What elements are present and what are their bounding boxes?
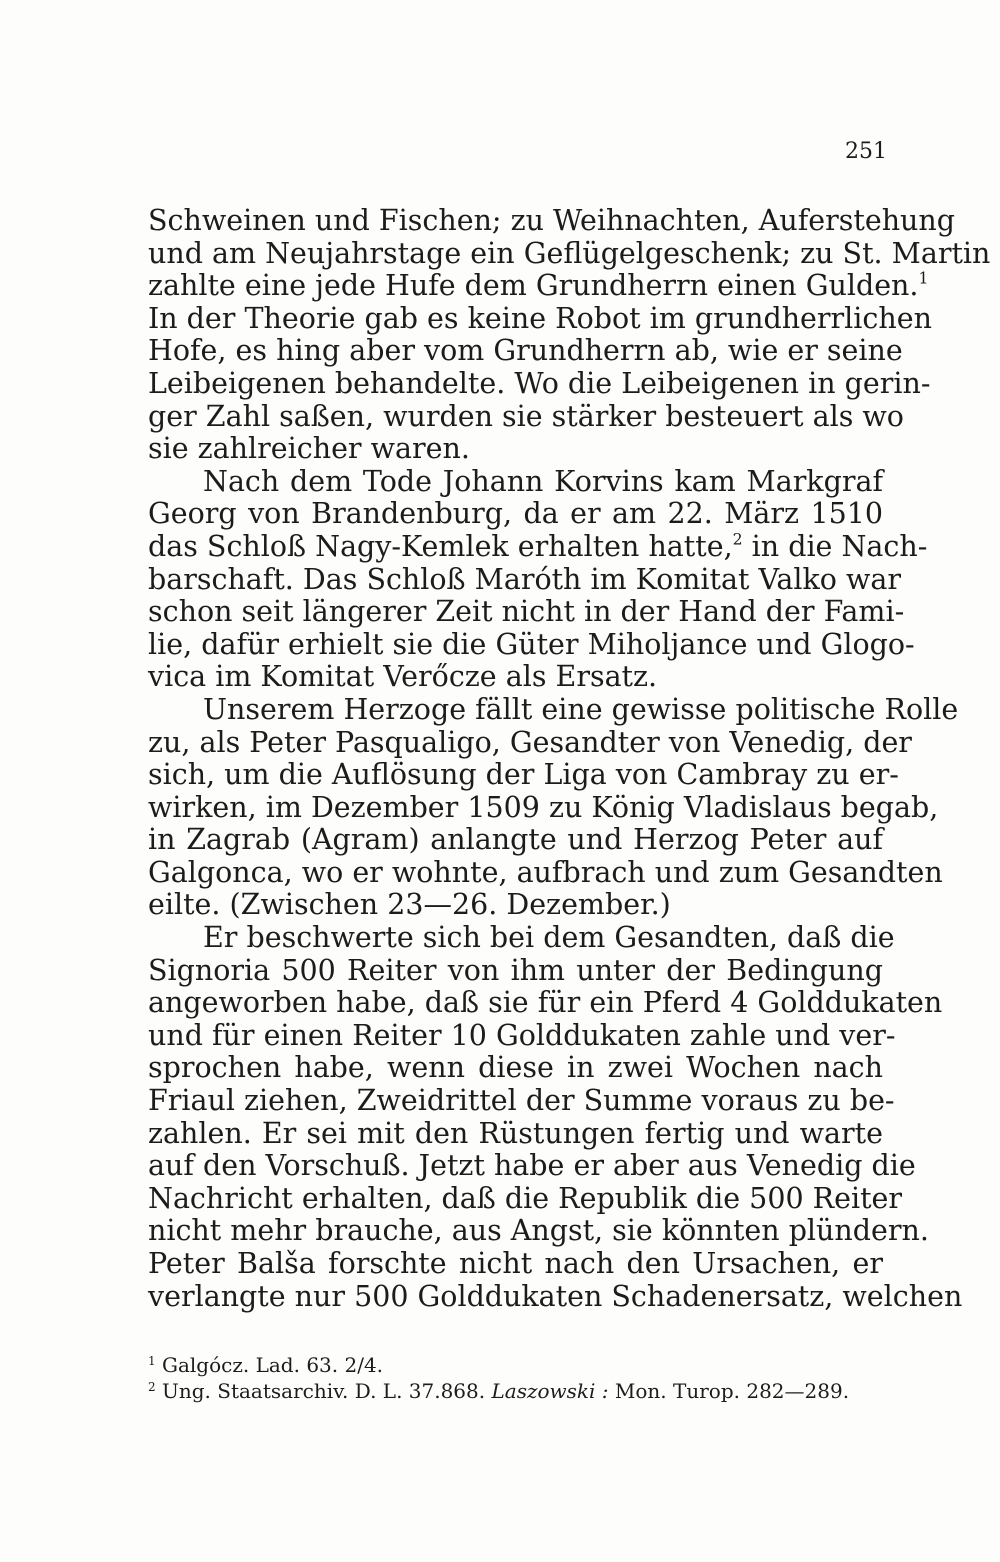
text-line bbox=[148, 627, 915, 662]
text-line-continuation: in die Nach- bbox=[742, 529, 928, 563]
footnote bbox=[148, 1352, 888, 1378]
text-line bbox=[148, 1018, 896, 1053]
text-line bbox=[148, 1149, 916, 1183]
text-line-content: nicht mehr brauche, aus Angst, sie könnten plündern. bbox=[148, 1214, 929, 1248]
text-line-content: Unserem Herzoge fällt eine gewisse politische Rolle bbox=[203, 692, 959, 726]
text-line bbox=[148, 204, 956, 238]
text-line-content: und für einen Reiter 10 Golddukaten zahle und ver- bbox=[148, 1018, 896, 1052]
text-line-content: eilte. (Zwischen 23—26. Dezember.) bbox=[148, 888, 671, 922]
text-line bbox=[148, 1279, 963, 1314]
footnote bbox=[148, 1378, 888, 1404]
text-line-content: sich, um die Auflösung der Liga von Cambray zu er- bbox=[148, 758, 899, 792]
text-line-content: Galgonca, wo er wohnte, aufbrach und zum Gesandten bbox=[148, 855, 943, 889]
text-line-content: Friaul ziehen, Zweidrittel der Summe voraus zu be- bbox=[148, 1084, 895, 1118]
text-line bbox=[148, 366, 931, 401]
footnote-text-continuation: Mon. Turop. 282—289. bbox=[608, 1379, 850, 1403]
text-line-content: Nach dem Tode Johann Korvins kam Markgraf bbox=[203, 464, 883, 498]
text-line bbox=[148, 1118, 883, 1151]
text-line-content: sie zahlreicher waren. bbox=[148, 432, 470, 466]
text-line bbox=[148, 1052, 883, 1085]
text-line-content: sprochen habe, wenn diese in zwei Wochen nach bbox=[148, 1051, 883, 1085]
text-line-content: lie, dafür erhielt sie die Güter Miholjance und Glogo- bbox=[148, 627, 915, 661]
text-line-content: schon seit längerer Zeit nicht in der Hand der Fami- bbox=[148, 595, 905, 629]
text-line bbox=[148, 758, 899, 792]
text-line bbox=[148, 1248, 883, 1281]
text-line bbox=[148, 725, 912, 760]
footnote-text: Ung. Staatsarchiv. D. L. 37.868. bbox=[162, 1379, 492, 1403]
text-line bbox=[148, 1214, 929, 1248]
text-line bbox=[148, 301, 932, 336]
footnote-reference: 1 bbox=[918, 268, 929, 288]
text-line bbox=[148, 855, 943, 890]
text-line-content: und am Neujahrstage ein Geflügelgeschenk; zu St. Martin bbox=[148, 236, 991, 270]
text-line-content: zu, als Peter Pasqualigo, Gesandter von Venedig, der bbox=[148, 725, 912, 759]
footnote-reference: 2 bbox=[732, 529, 743, 549]
text-line-content: Schweinen und Fischen; zu Weihnachten, Auferstehung bbox=[148, 204, 956, 237]
text-line-content: verlangte nur 500 Golddukaten Schadenersatz, welchen bbox=[148, 1279, 963, 1313]
text-line-content: Peter Balša forschte nicht nach den Ursachen, er bbox=[148, 1247, 883, 1280]
text-line bbox=[148, 498, 883, 531]
text-line bbox=[148, 334, 903, 368]
text-line bbox=[148, 236, 991, 271]
text-line bbox=[148, 466, 883, 499]
text-line bbox=[148, 433, 883, 466]
text-line-content: auf den Vorschuß. Jetzt habe er aber aus Venedig die bbox=[148, 1149, 916, 1183]
text-line-content: Er beschwerte sich bei dem Gesandten, daß die bbox=[203, 921, 895, 955]
text-line-content: zahlte eine jede Hufe dem Grundherrn einen Gulden. bbox=[148, 269, 919, 303]
text-line bbox=[148, 595, 905, 629]
text-line bbox=[148, 268, 929, 303]
footnote-mark: 1 bbox=[148, 1353, 156, 1368]
text-line bbox=[148, 529, 928, 564]
text-line bbox=[148, 1084, 895, 1118]
text-line bbox=[148, 824, 883, 857]
text-line bbox=[148, 955, 883, 988]
text-line bbox=[148, 399, 904, 434]
footnote-mark: 2 bbox=[148, 1379, 156, 1394]
text-line-content: angeworben habe, daß sie für ein Pferd 4 Golddukaten bbox=[148, 986, 943, 1020]
footnote-text: Galgócz. Lad. 63. 2/4. bbox=[162, 1353, 384, 1377]
text-line-content: Leibeigenen behandelte. Wo die Leibeigenen in gerin- bbox=[148, 366, 931, 400]
text-line bbox=[148, 921, 895, 955]
text-line-content: vica im Komitat Verőcze als Ersatz. bbox=[148, 660, 658, 694]
text-line-content: Nachricht erhalten, daß die Republik die 500 Reiter bbox=[148, 1181, 903, 1215]
text-line bbox=[148, 790, 939, 825]
text-line-content: ger Zahl saßen, wurden sie stärker besteuert als wo bbox=[148, 399, 904, 433]
text-line-content: das Schloß Nagy-Kemlek erhalten hatte, bbox=[148, 529, 733, 563]
text-line bbox=[148, 562, 902, 597]
body-text bbox=[148, 204, 991, 1313]
text-line-content: Hofe, es hing aber vom Grundherrn ab, wie er seine bbox=[148, 334, 903, 368]
text-line-content: In der Theorie gab es keine Robot im grundherrlichen bbox=[148, 301, 932, 335]
text-line bbox=[148, 692, 959, 727]
text-line-content: Georg von Brandenburg, da er am 22. März 1510 bbox=[148, 497, 883, 531]
footnotes bbox=[148, 1352, 888, 1404]
text-line-content: wirken, im Dezember 1509 zu König Vladislaus begab, bbox=[148, 790, 939, 824]
text-line bbox=[148, 986, 943, 1020]
footnote-author: Laszowski : bbox=[491, 1379, 609, 1403]
text-line bbox=[148, 661, 883, 694]
text-line-content: barschaft. Das Schloß Maróth im Komitat Valko war bbox=[148, 562, 902, 596]
text-line-content: in Zagrab (Agram) anlangte und Herzog Peter auf bbox=[148, 823, 883, 857]
text-line bbox=[148, 1181, 903, 1216]
text-line-content: Signoria 500 Reiter von ihm unter der Bedingung bbox=[148, 953, 883, 987]
text-line-content: zahlen. Er sei mit den Rüstungen fertig und warte bbox=[148, 1116, 883, 1150]
page-number: 251 bbox=[845, 139, 887, 164]
text-line bbox=[148, 889, 883, 922]
